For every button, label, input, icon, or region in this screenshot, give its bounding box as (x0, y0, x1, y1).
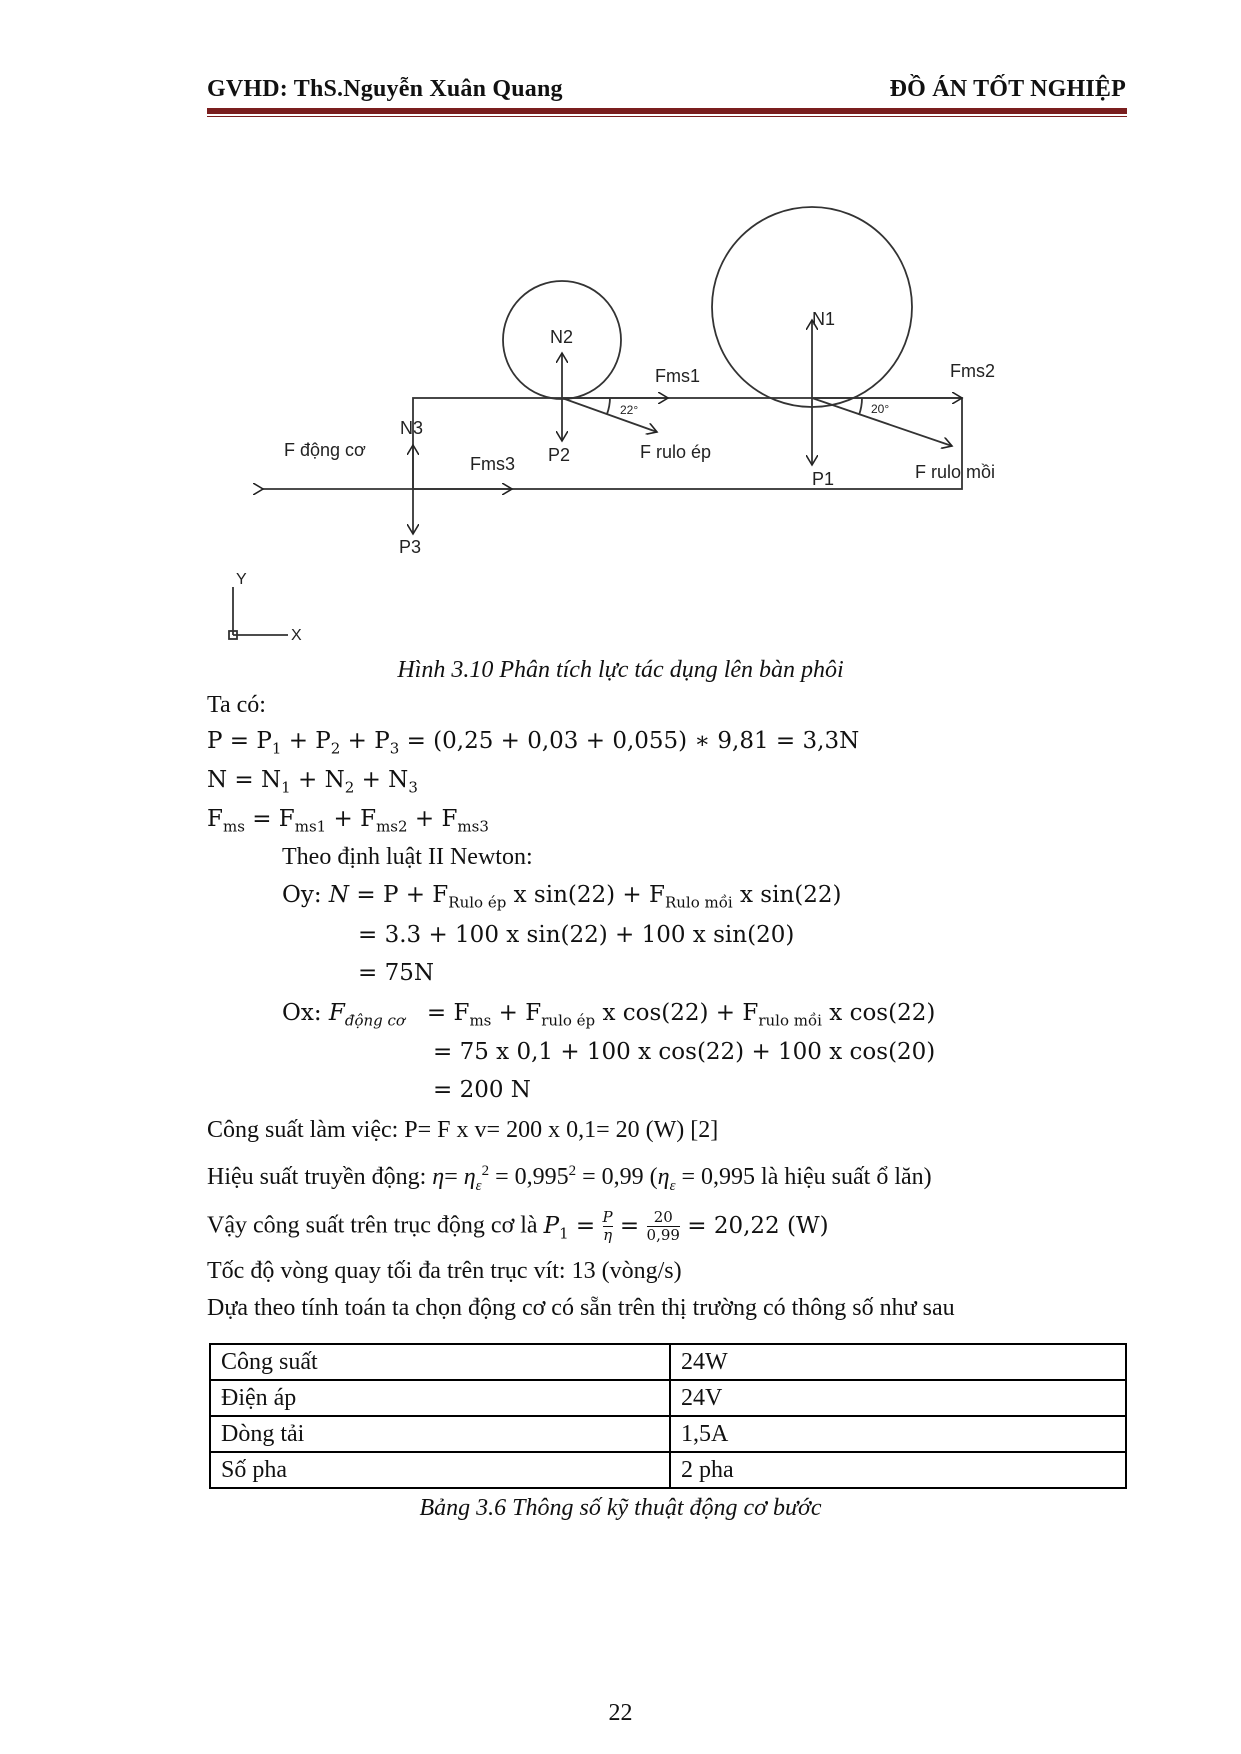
label-angle-22: 22° (620, 403, 639, 417)
efficiency-note: = 0,995 là hiệu suất ổ lăn) (681, 1164, 932, 1190)
equation-n: $N = N_1 + N_2 + N_3$ (207, 767, 418, 797)
label-axis-x: X (291, 627, 302, 644)
label-fms2: Fms2 (950, 361, 995, 381)
working-power: Công suất làm việc: P= F x v= 200 x 0,1= 20 (W) [2] (207, 1117, 719, 1143)
oy-label: Oy: (282, 882, 322, 908)
label-fms1: Fms1 (655, 366, 700, 386)
motor-power-label: Vậy công suất trên trục động cơ là (207, 1212, 538, 1239)
spec-name: Điện áp (210, 1380, 670, 1416)
ox-equation-line2: = 75 x 0,1 + 100 x cos(22) + 100 x cos(20) (433, 1039, 936, 1065)
table-caption: Bảng 3.6 Thông số kỹ thuật động cơ bước (419, 1495, 822, 1521)
label-p3: P3 (399, 537, 422, 557)
label-f-press-roller: F rulo ép (640, 442, 712, 462)
ox-equation-line3: = 200 N (433, 1077, 531, 1103)
motor-selection-intro: Dựa theo tính toán ta chọn động cơ có sẵn trên thị trường có thông số như sau (207, 1295, 955, 1321)
force-diagram (0, 0, 1241, 680)
oy-equation-line1: Oy: $N = P + F_{Rulo ép}$ x $\sin(22) + F_{Rulo mồi}$ x sin(22) (282, 882, 842, 912)
spec-value: 1,5A (670, 1416, 1126, 1452)
spec-name: Dòng tải (210, 1416, 670, 1452)
header-advisor: GVHD: ThS.Nguyễn Xuân Quang (207, 76, 563, 102)
motor-shaft-power: Vậy công suất trên trục động cơ là $P_1$ = $\frac{P}{\eta}$ = $\frac{20}{0,99}$ = 20,22 (W) (207, 1208, 829, 1244)
transmission-efficiency: Hiệu suất truyền động: $\eta= \eta_\varepsilon^2 = 0,995^2 = 0,99$ ($\eta_\varepsilon = 0,995$ là hiệu suất ổ lăn) (207, 1163, 932, 1194)
spec-name: Số pha (210, 1452, 670, 1488)
angle-20-arc (859, 398, 862, 415)
label-f-feed-roller: F rulo mồi (915, 462, 996, 482)
equation-p: $P = P_1 + P_2 + P_3 = (0,25 + 0,03 + 0,055)$ ∗ 9,81 = 3,3N (207, 728, 860, 758)
equation-p-value: = (0,25 + 0,03 + 0,055) ∗ 9,81 = 3,3N (406, 728, 860, 754)
table-row (210, 1380, 1126, 1416)
table-row (210, 1344, 1126, 1380)
spec-value: 24W (670, 1344, 1126, 1380)
table-row (210, 1452, 1126, 1488)
label-fms3: Fms3 (470, 454, 515, 474)
spec-value: 2 pha (670, 1452, 1126, 1488)
oy-equation-line2: = 3.3 + 100 x sin(22) + 100 x sin(20) (358, 922, 795, 948)
page-number: 22 (608, 1700, 633, 1726)
label-p2: P2 (548, 445, 571, 465)
spec-value: 24V (670, 1380, 1126, 1416)
header-title: ĐỒ ÁN TỐT NGHIỆP (889, 76, 1126, 102)
angle-22-arc (607, 398, 610, 414)
ox-equation-line1: Ox: $F_{động cơ} = F_{ms} + F_{rulo ép}$ x $\cos(22) + F_{rulo mồi}$ x cos(22) (282, 1000, 936, 1030)
label-p1: P1 (812, 469, 835, 489)
label-n1: N1 (812, 309, 836, 329)
label-angle-20: 20° (871, 402, 890, 416)
ta-co: Ta có: (207, 692, 266, 718)
efficiency-value: = 0,99 ( (582, 1164, 658, 1190)
oy-equation-line3: = 75N (358, 960, 434, 986)
efficiency-label: Hiệu suất truyền động: (207, 1164, 427, 1190)
table-row (210, 1416, 1126, 1452)
newton-intro: Theo định luật II Newton: (282, 844, 533, 870)
max-screw-speed: Tốc độ vòng quay tối đa trên trục vít: 13 (vòng/s) (207, 1258, 682, 1284)
label-f-motor: F động cơ (284, 440, 366, 460)
motor-power-value: = 20,22 (W) (687, 1212, 829, 1239)
figure-caption: Hình 3.10 Phân tích lực tác dụng lên bàn phôi (397, 657, 844, 683)
label-axis-y: Y (236, 571, 247, 588)
ox-label: Ox: (282, 1000, 322, 1026)
motor-spec-table (209, 1343, 1127, 1489)
label-n3: N3 (400, 418, 424, 438)
equation-fms: $F_{ms} = F_{ms1} + F_{ms2} + F_{ms3}$ (207, 806, 489, 836)
spec-name: Công suất (210, 1344, 670, 1380)
label-n2: N2 (550, 327, 574, 347)
